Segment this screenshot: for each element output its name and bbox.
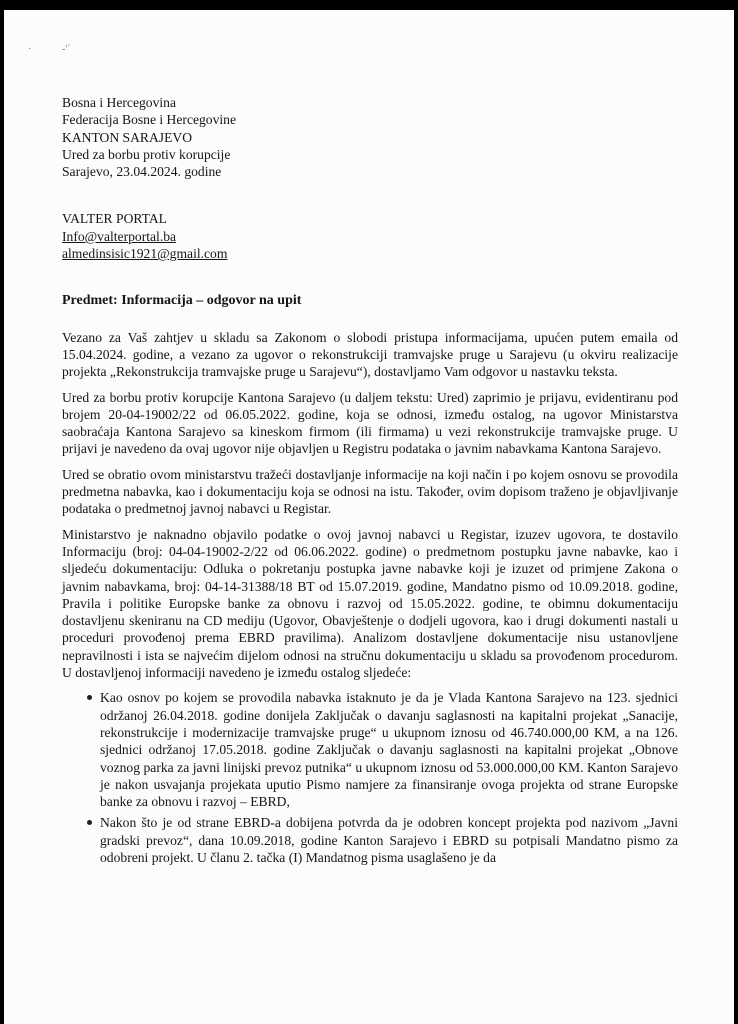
header-line: Ured za borbu protiv korupcije bbox=[62, 146, 231, 162]
paragraph: Vezano za Vaš zahtjev u skladu sa Zakonom o slobodi pristupa informacijama, upućen putem emaila od 15.04.2024. godine, a vezano za ugovor o rekonstrukciji tramvajske pruge u Sarajevu (u okviru realizacije projekta „Rekonstrukcija tramvajske pruge u Sarajevu“), dostavljamo Vam odgovor u nastavku teksta. bbox=[62, 329, 678, 380]
bullet-item: Nakon što je od strane EBRD-a dobijena potvrda da je odobren koncept projekta pod nazivom „Javni gradski prevoz“, dana 10.09.2018, godine Kanton Sarajevo i EBRD su potpisali Mandatno pismo za odobreni projekt. U članu 2. tačka (I) Mandatnog pisma usaglašeno je da bbox=[100, 815, 678, 865]
paragraph: Ured za borbu protiv korupcije Kantona Sarajevo (u daljem tekstu: Ured) zaprimio je prijavu, evidentiranu pod brojem 20-04-19002/22 od 06.05.2022. godine, koja se odnosi, između ostalog, na ugovor Ministarstva saobraćaja Kantona Sarajevo sa kineskom firmom (ili firmama) u vezi rekonstrukcije tramvajske pruge. U prijavi je navedeno da ovaj ugovor nije objavljen u Registru podataka o javnim nabavkama Kantona Sarajevo. bbox=[62, 389, 678, 457]
recipient-block bbox=[62, 210, 678, 262]
document-page bbox=[4, 10, 734, 1024]
header-line: Federacija Bosne i Hercegovine bbox=[62, 112, 237, 128]
sender-header bbox=[62, 94, 678, 180]
bullet-item: Kao osnov po kojem se provodila nabavka istaknuto je da je Vlada Kantona Sarajevo na 123. sjednici održanoj 26.04.2018. godine donijela Zaključak o davanju saglasnosti na kapitalni projekat „Sanacije, rekonstrukcije i modernizacije tramvajske pruge“ u ukupnom iznosu od 46.740.000,00 KM, a na 126. sjednici održanoj 17.05.2018. godine Zaključak o davanju saglasnosti na kapitalni projekat „Obnove voznog parka za javni linijski prevoz putnika“ u ukupnom iznosu od 53.000.000,00 KM. Kanton Sarajevo je nakon usvajanja projekata uputio Pismo namjere za finansiranje ovoga projekta od strane Europske banke za obnovu i razvoj – EBRD, bbox=[100, 690, 678, 810]
paragraph: Ured se obratio ovom ministarstvu tražeći dostavljanje informacije na koji način i po kojem osnovu se provodila predmetna nabavka, kao i dokumentaciju koja se odnosi na istu. Također, ovim dopisom traženo je objavljivanje podataka o predmetnoj javnoj nabavci u Registar. bbox=[62, 466, 678, 517]
recipient-name: VALTER PORTAL bbox=[62, 211, 167, 227]
paragraph: Ministarstvo je naknadno objavilo podatke o ovoj javnoj nabavci u Registar, izuzev ugovora, te dostavilo Informaciju (broj: 04-04-19002-2/22 od 06.06.2022. godine) o predmetnom postupku javne nabavke, kao i sljedeću dokumentaciju: Odluka o pokretanju postupka javne nabavke koji je izuzet od primjene Zakona o javnim nabavkama, broj: 04-14-31388/18 BT od 15.07.2019. godine, Mandatno pismo od 10.09.2018. godine, Pravila i politike Europske banke za obnovu i razvoj od 15.05.2022. godine, te obimnu dokumentaciju dostavljenu skeniranu na CD mediju (Ugovor, Obavještenje o dodjeli ugovora, kao i drugi dokumenti nastali u proceduri provođenoj prema EBRD pravilima). Analizom dostavljene dokumentacije nisu ustanovljene nepravilnosti i ista se najvećim dijelom odnosi na stručnu dokumentaciju u skladu sa provođenom procedurom. U dostavljenoj informaciji navedeno je između ostalog sljedeće: bbox=[62, 526, 678, 681]
letter-body bbox=[62, 94, 678, 870]
bullet-list bbox=[62, 689, 678, 866]
scan-artifact: · bbox=[28, 44, 32, 55]
recipient-email: almedinsisic1921@gmail.com bbox=[62, 246, 228, 262]
header-date: Sarajevo, 23.04.2024. godine bbox=[62, 164, 222, 180]
header-line: KANTON SARAJEVO bbox=[62, 129, 193, 145]
recipient-email: Info@valterportal.ba bbox=[62, 228, 177, 244]
subject-line: Predmet: Informacija – odgovor na upit bbox=[62, 293, 302, 309]
header-line: Bosna i Hercegovina bbox=[62, 95, 177, 110]
scan-artifact: -'´ bbox=[62, 44, 71, 55]
